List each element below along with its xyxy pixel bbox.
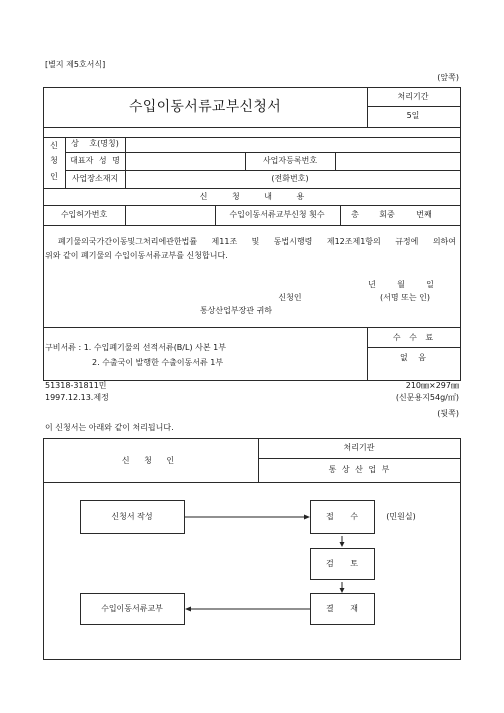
permit-row-divider — [340, 205, 341, 225]
applicant-row-rule — [65, 152, 460, 153]
statement-line: 폐기물의국가간이동및그처리에관한법률 제11조 및 동법시행령 제12조제1항의 규정에 의하여 — [58, 237, 456, 246]
applicant-group-char: 신 — [50, 141, 58, 150]
title-bottom-rule — [43, 127, 461, 128]
applicant-column-heading: 신 청 인 — [121, 456, 175, 465]
step-review-label: 검 토 — [326, 559, 358, 568]
request-content-heading: 신 청 내 용 — [199, 192, 305, 201]
process-header-divider — [258, 438, 259, 482]
arrow-right-icon — [185, 513, 311, 521]
arrow-down-icon — [338, 582, 346, 593]
arrow-left-icon — [185, 605, 311, 613]
representative-label: 대표자 성 명 — [70, 156, 120, 165]
request-count-times-of: 회중 — [379, 210, 395, 219]
import-permit-label: 수입허가번호 — [60, 210, 108, 219]
required-doc-item: 2. 수출국이 발행한 수출이동서류 1부 — [92, 358, 224, 367]
applicant-label-divider — [125, 137, 126, 188]
form-number: [별지 제5호서식] — [45, 60, 106, 69]
business-address-label: 사업장소재지 — [71, 174, 119, 183]
paper-size: 210㎜×297㎜ — [405, 381, 459, 390]
required-doc-item: 구비서류 : 1. 수입폐기물의 선적서류(B/L) 사본 1부 — [45, 343, 226, 352]
step-approve-label: 결 재 — [326, 604, 358, 613]
signer-label: 신청인 — [278, 293, 302, 302]
business-reg-divider — [335, 152, 336, 170]
process-header-bottom-rule — [43, 482, 461, 483]
phone-label: (전화번호) — [271, 174, 309, 183]
applicant-group-char: 청 — [50, 156, 58, 165]
agency-label: 처리기관 — [343, 443, 375, 452]
applicant-group-char: 인 — [50, 172, 58, 181]
addressee: 통상산업부장관 귀하 — [199, 306, 273, 315]
business-reg-divider — [245, 152, 246, 170]
processing-period-rule — [367, 106, 460, 107]
form-code: 51318-31811민 — [45, 381, 107, 390]
required-docs-top-rule — [43, 327, 461, 328]
request-count-total: 총 — [351, 210, 359, 219]
fee-rule — [367, 347, 460, 348]
enactment-date: 1997.12.13.제정 — [45, 393, 109, 402]
date-month: 월 — [397, 280, 405, 289]
fee-divider — [367, 327, 368, 380]
fee-label: 수 수 료 — [392, 333, 434, 342]
applicant-row-rule — [65, 170, 460, 171]
applicant-group-divider — [65, 137, 66, 188]
process-intro: 이 신청서는 아래와 같이 처리됩니다. — [45, 423, 174, 432]
request-heading-bottom-rule — [43, 205, 461, 206]
permit-row-bottom-rule — [43, 225, 461, 226]
signature-note: (서명 또는 인) — [380, 293, 430, 302]
trade-name-label: 상 호(명칭) — [71, 139, 119, 148]
spacer-row-rule — [43, 137, 461, 138]
paper-type: (신문용지54g/㎡) — [395, 393, 459, 402]
request-count-label: 수입이동서류교부신청 횟수 — [229, 210, 325, 219]
front-side-label: (앞쪽) — [437, 73, 459, 82]
processing-period-divider — [367, 87, 368, 127]
processing-period-value: 5일 — [406, 111, 420, 120]
processing-period-label: 처리기간 — [397, 92, 429, 101]
fee-value: 없 음 — [400, 353, 426, 362]
back-side-label: (뒷쪽) — [437, 409, 459, 418]
step-receive-label: 접 수 — [326, 512, 358, 521]
permit-row-divider — [215, 205, 216, 225]
agency-header-rule — [258, 458, 460, 459]
arrow-down-icon — [338, 536, 346, 547]
process-flow-table — [43, 438, 461, 660]
step-receive-office: (민원실) — [386, 512, 416, 521]
request-heading-top-rule — [43, 188, 461, 189]
step-write-label: 신청서 작성 — [111, 512, 153, 521]
agency-name: 통 상 산 업 부 — [328, 465, 390, 474]
date-day: 일 — [426, 280, 434, 289]
request-count-nth: 번째 — [416, 210, 432, 219]
step-issue-label: 수입이동서류교부 — [101, 604, 163, 613]
permit-row-divider — [125, 205, 126, 225]
date-year: 년 — [368, 280, 376, 289]
business-reg-label: 사업자등록번호 — [262, 156, 318, 165]
form-title: 수입이동서류교부신청서 — [128, 99, 282, 115]
statement-line: 위와 같이 폐기물의 수입이동서류교부를 신청합니다. — [45, 251, 228, 260]
